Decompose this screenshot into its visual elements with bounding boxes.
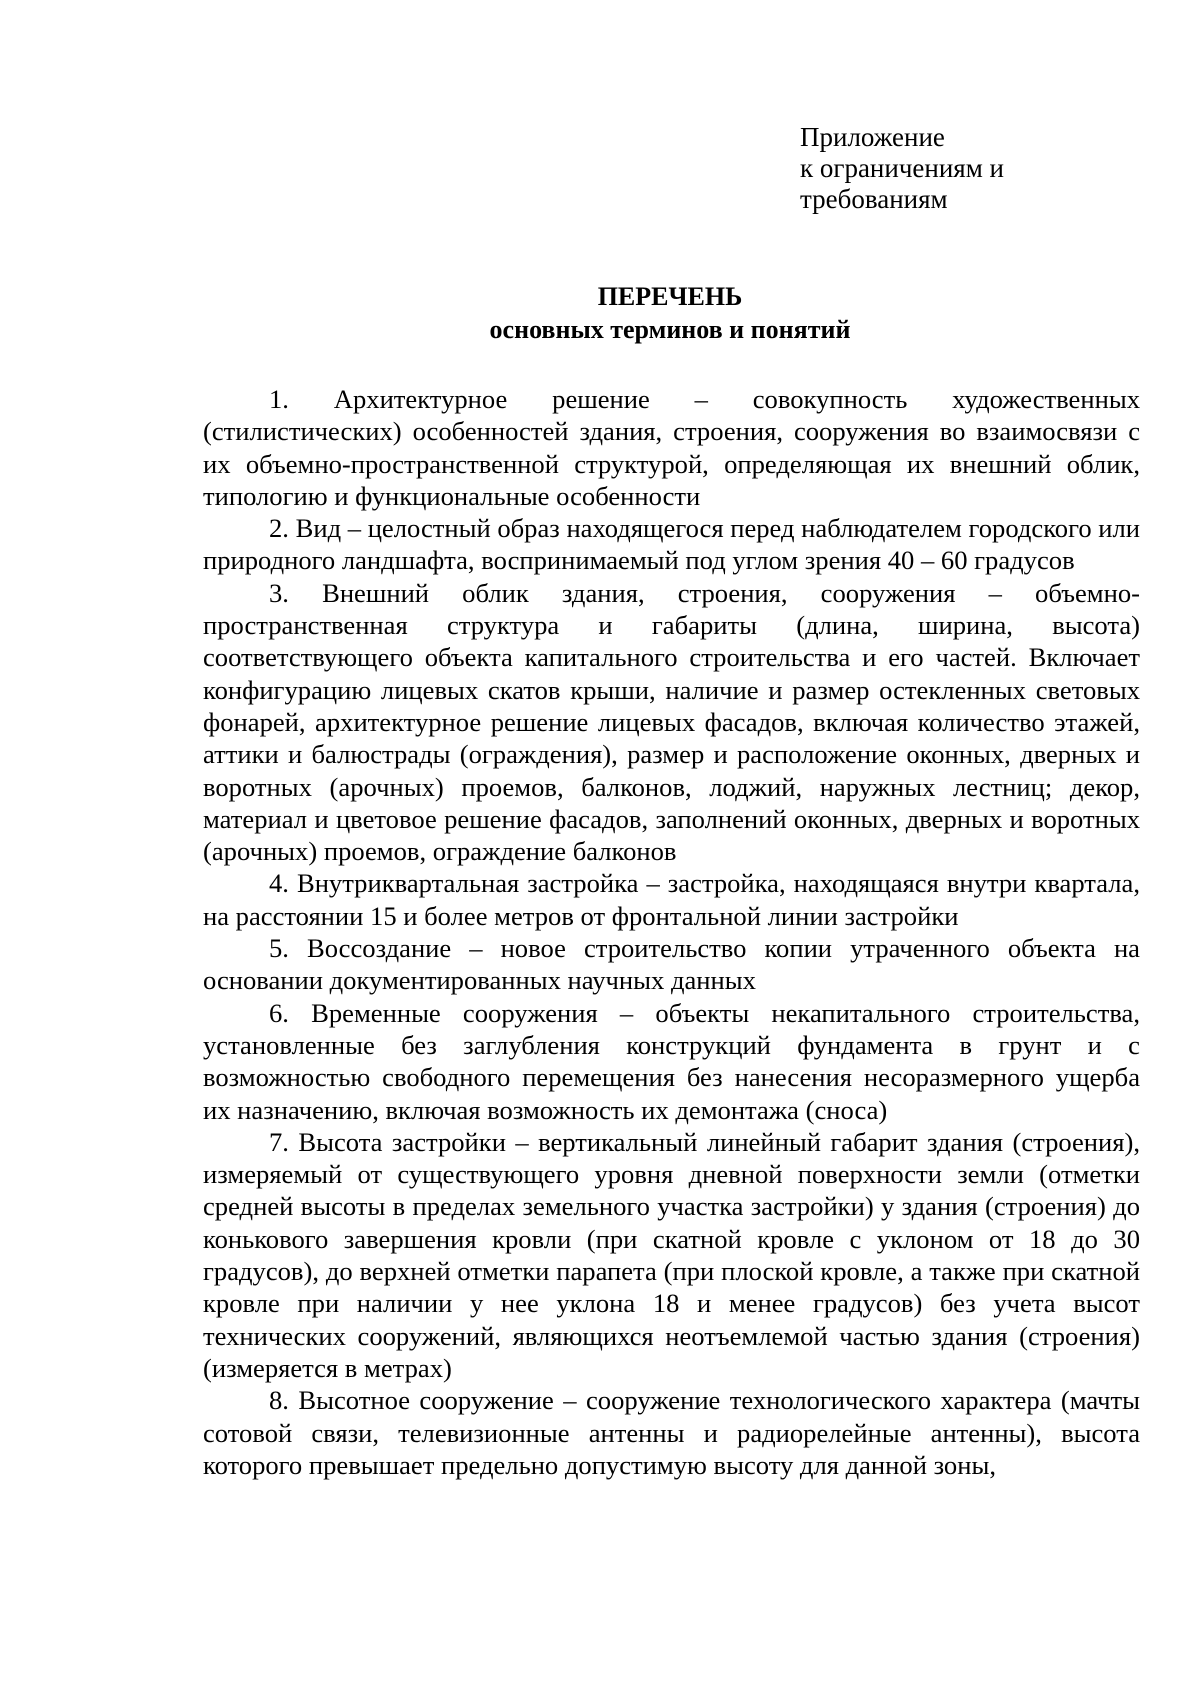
document-heading bbox=[200, 280, 1140, 346]
appendix-line-1: Приложение bbox=[800, 122, 945, 152]
document-title: ПЕРЕЧЕНЬ bbox=[597, 282, 743, 311]
term-item-5: 5. Воссоздание – новое строительство копии утраченного объекта на основании документированных научных данных bbox=[203, 933, 1140, 996]
appendix-line-2: к ограничениям и bbox=[800, 153, 1004, 183]
term-item-6: 6. Временные сооружения – объекты некапитального строительства, установленные без заглубления конструкций фундамента в грунт и с возможностью свободного перемещения без нанесения несоразмерного ущерба их назначению, включая возможность их демонтажа (сноса) bbox=[203, 997, 1140, 1125]
term-item-8: 8. Высотное сооружение – сооружение технологического характера (мачты сотовой связи, телевизионные антенны и радиорелейные антенны), высота которого превышает предельно допустимую высоту для данной зоны, bbox=[203, 1385, 1140, 1480]
term-item-2: 2. Вид – целостный образ находящегося перед наблюдателем городского или природного ландшафта, воспринимаемый под углом зрения 40 – 60 градусов bbox=[203, 513, 1140, 576]
term-item-4: 4. Внутриквартальная застройка – застройка, находящаяся внутри квартала, на расстоянии 15 и более метров от фронтальной линии застройки bbox=[203, 868, 1140, 931]
term-item-3: 3. Внешний облик здания, строения, сооружения – объемно-пространственная структура и габариты (длина, ширина, высота) соответствующего объекта капитального строительства и его частей. Включает конфигурацию лицевых скатов крыши, наличие и размер остекленных световых фонарей, архитектурное решение лицевых фасадов, включая количество этажей, аттики и балюстрады (ограждения), размер и расположение оконных, дверных и воротных (арочных) проемов, балконов, лоджий, наружных лестниц; декор, материал и цветовое решение фасадов, заполнений оконных, дверных и воротных (арочных) проемов, ограждение балконов bbox=[203, 577, 1140, 867]
term-item-7: 7. Высота застройки – вертикальный линейный габарит здания (строения), измеряемый от существующего уровня дневной поверхности земли (отметки средней высоты в пределах земельного участка застройки) у здания (строения) до конькового завершения кровли (при скатной кровле с уклоном от 18 до 30 градусов), до верхней отметки парапета (при плоской кровле, а также при скатной кровле при наличии у нее уклона 18 и менее градусов) без учета высот технических сооружений, являющихся неотъемлемой частью здания (строения) (измеряется в метрах) bbox=[203, 1126, 1140, 1383]
appendix-note bbox=[800, 122, 1120, 215]
term-item-1: 1. Архитектурное решение – совокупность художественных (стилистических) особенностей здания, строения, сооружения во взаимосвязи с их объемно-пространственной структурой, определяющая их внешний облик, типологию и функциональные особенности bbox=[203, 384, 1140, 511]
appendix-line-3: требованиям bbox=[800, 184, 948, 214]
terms-list bbox=[203, 383, 1140, 1481]
document-subtitle: основных терминов и понятий bbox=[489, 315, 851, 344]
